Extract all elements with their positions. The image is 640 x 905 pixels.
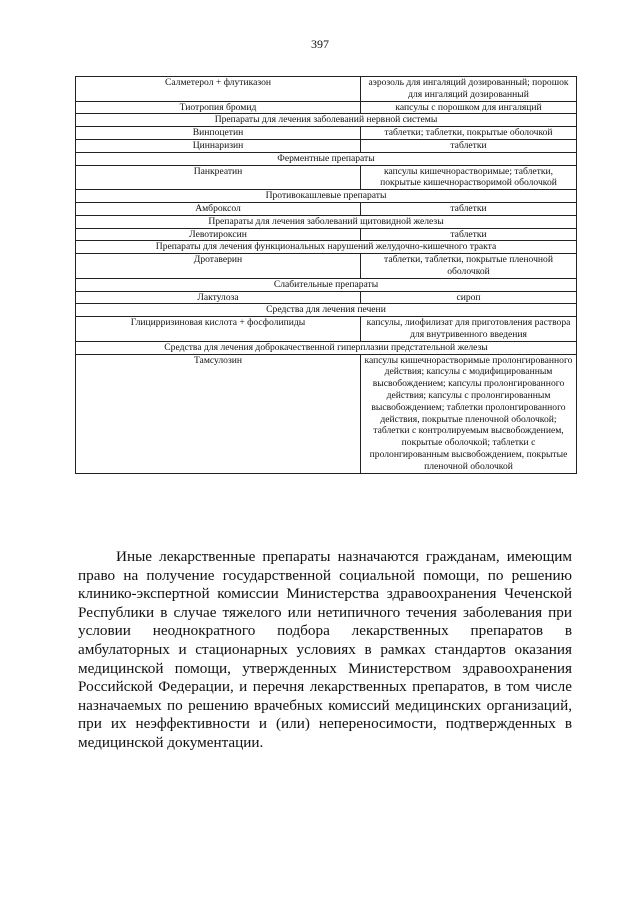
- drug-name-cell: Циннаризин: [76, 139, 361, 152]
- drug-name-cell: Винпоцетин: [76, 127, 361, 140]
- dosage-form-cell: капсулы с порошком для ингаляций: [361, 101, 577, 114]
- dosage-form-cell: таблетки: [361, 228, 577, 241]
- table-row: [76, 77, 577, 102]
- body-paragraph: Иные лекарственные препараты назначаются гражданам, имеющим право на получение государственной социальной помощи, по решению клинико-экспертной комиссии Министерства здравоохранения Чеченской Республики в случае тяжелого или нетипичного течения заболевания при условии неоднократного подбора лекарственных препаратов в амбулаторных и стационарных условиях в рамках стандартов оказания медицинской помощи, утвержденных Министерством здравоохранения Российской Федерации, и перечня лекарственных препаратов, в том числе назначаемых по решению врачебных комиссий медицинских организаций, при их неэффективности и (или) непереносимости, подтвержденных в медицинской документации.: [78, 548, 572, 751]
- section-title: Препараты для лечения заболеваний нервной системы: [76, 114, 577, 127]
- drug-table-body: [76, 77, 577, 474]
- section-title: Средства для лечения печени: [76, 304, 577, 317]
- page-number: 397: [311, 37, 329, 51]
- table-section-row: [76, 152, 577, 165]
- table-row: [76, 202, 577, 215]
- table-section-row: [76, 114, 577, 127]
- drug-name-cell: Панкреатин: [76, 165, 361, 190]
- drug-table: [75, 76, 577, 474]
- drug-name-cell: Тамсулозин: [76, 354, 361, 473]
- drug-name-cell: Дротаверин: [76, 254, 361, 279]
- section-title: Слабительные препараты: [76, 278, 577, 291]
- table-section-row: [76, 304, 577, 317]
- dosage-form-cell: таблетки, таблетки, покрытые пленочной оболочкой: [361, 254, 577, 279]
- dosage-form-cell: таблетки: [361, 202, 577, 215]
- dosage-form-cell: капсулы, лиофилизат для приготовления раствора для внутривенного введения: [361, 317, 577, 342]
- dosage-form-cell: аэрозоль для ингаляций дозированный; порошок для ингаляций дозированный: [361, 77, 577, 102]
- drug-name-cell: Лактулоза: [76, 291, 361, 304]
- dosage-form-cell: таблетки: [361, 139, 577, 152]
- table-row: [76, 101, 577, 114]
- section-title: Противокашлевые препараты: [76, 190, 577, 203]
- table-row: [76, 354, 577, 473]
- table-row: [76, 165, 577, 190]
- dosage-form-cell: таблетки; таблетки, покрытые оболочкой: [361, 127, 577, 140]
- drug-name-cell: Глицирризиновая кислота + фосфолипиды: [76, 317, 361, 342]
- table-row: [76, 317, 577, 342]
- table-row: [76, 254, 577, 279]
- section-title: Препараты для лечения заболеваний щитовидной железы: [76, 215, 577, 228]
- drug-name-cell: Тиотропия бромид: [76, 101, 361, 114]
- table-row: [76, 291, 577, 304]
- table-section-row: [76, 278, 577, 291]
- table-section-row: [76, 241, 577, 254]
- section-title: Препараты для лечения функциональных нарушений желудочно-кишечного тракта: [76, 241, 577, 254]
- table-section-row: [76, 215, 577, 228]
- section-title: Ферментные препараты: [76, 152, 577, 165]
- drug-name-cell: Левотироксин: [76, 228, 361, 241]
- dosage-form-cell: капсулы кишечнорастворимые пролонгированного действия; капсулы с модифицированным высвобождением; капсулы пролонгированного действия; капсулы с пролонгированным высвобождением; таблетки пролонгированного действия, покрытые пленочной оболочкой; таблетки с контролируемым высвобождением, покрытые оболочкой; таблетки с пролонгированным высвобождением, покрытые пленочной оболочкой: [361, 354, 577, 473]
- drug-name-cell: Салметерол + флутиказон: [76, 77, 361, 102]
- table-row: [76, 127, 577, 140]
- drug-name-cell: Амброксол: [76, 202, 361, 215]
- dosage-form-cell: капсулы кишечнорастворимые; таблетки, покрытые кишечнорастворимой оболочкой: [361, 165, 577, 190]
- section-title: Средства для лечения доброкачественной гиперплазии предстательной железы: [76, 341, 577, 354]
- table-section-row: [76, 341, 577, 354]
- table-section-row: [76, 190, 577, 203]
- dosage-form-cell: сироп: [361, 291, 577, 304]
- table-row: [76, 228, 577, 241]
- table-row: [76, 139, 577, 152]
